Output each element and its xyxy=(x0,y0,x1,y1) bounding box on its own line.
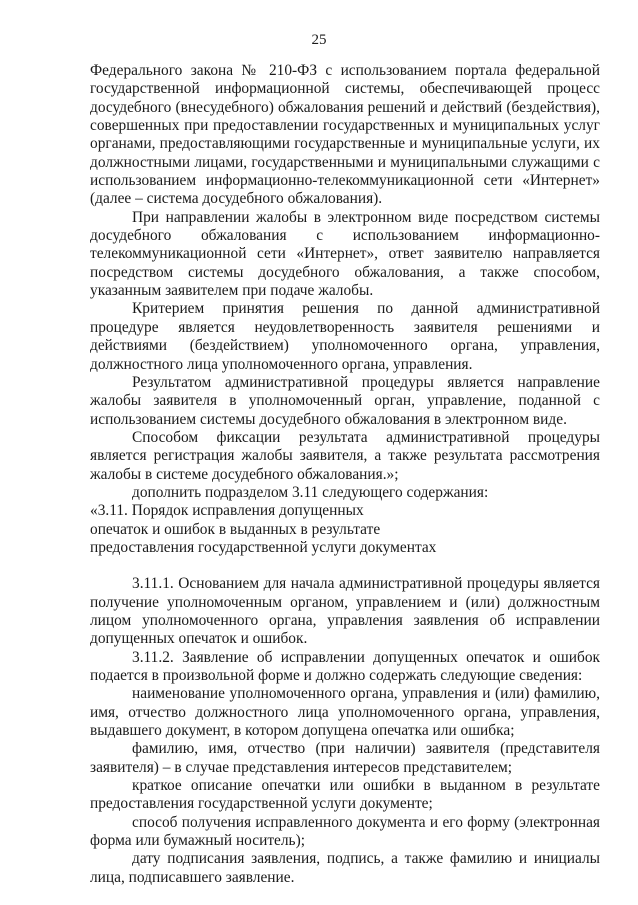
paragraph: При направлении жалобы в электронном виде посредством системы досудебного обжалования с использованием информационно-телекоммуникационной сети «Интернет», ответ заявителю направляется посредством системы досудебного обжалования, а также способом, указанным заявителем при подаче жалобы. xyxy=(90,208,600,300)
paragraph: краткое описание опечатки или ошибки в выданном в результате предоставления государственной услуги документе; xyxy=(90,777,600,813)
paragraph: способ получения исправленного документа и его форму (электронная форма или бумажный носитель); xyxy=(90,813,600,850)
paragraph: наименование уполномоченного органа, управления и (или) фамилию, имя, отчество должностного лица уполномоченного органа, управления, выдавшего документ, в котором допущена опечатка или ошибка; xyxy=(90,685,600,740)
spacer xyxy=(90,557,600,575)
section-heading xyxy=(90,502,600,557)
paragraph: Способом фиксации результата административной процедуры является регистрация жалобы заявителя, а также результата рассмотрения жалобы в системе досудебного обжалования.»; xyxy=(90,428,600,483)
page-number: 25 xyxy=(311,32,327,48)
paragraph: фамилию, имя, отчество (при наличии) заявителя (представителя заявителя) – в случае представления интересов представителем; xyxy=(90,740,600,776)
paragraph: дату подписания заявления, подпись, а также фамилию и инициалы лица, подписавшего заявление. xyxy=(90,850,600,886)
paragraph: Результатом административной процедуры является направление жалобы заявителя в уполномоченный орган, управление, поданной с использованием системы досудебного обжалования в электронном виде. xyxy=(90,373,600,428)
heading-line: опечаток и ошибок в выданных в результате xyxy=(90,520,381,538)
heading-line: «3.11. Порядок исправления допущенных xyxy=(90,502,364,520)
heading-line: предоставления государственной услуги документах xyxy=(90,538,437,556)
paragraph: Федерального закона № 210-ФЗ с использованием портала федеральной государственной информационной системы, обеспечивающей процесс досудебного (внесудебного) обжалования решений и действий (бездействия), совершенных при предоставлении государственных и муниципальных услуг органами, предоставляющими государственные и муниципальные услуги, их должностными лицами, государственными и муниципальными служащими с использованием информационно-телекоммуникационной сети «Интернет» (далее – система досудебного обжалования). xyxy=(90,62,600,208)
paragraph: 3.11.1. Основанием для начала административной процедуры является получение уполномоченным органом, управлением и (или) должностным лицом уполномоченного органа, управления заявления об исправлении допущенных опечаток и ошибок. xyxy=(90,575,600,648)
paragraph: дополнить подразделом 3.11 следующего содержания: xyxy=(132,483,489,501)
paragraph: Критерием принятия решения по данной административной процедуре является неудовлетворенность заявителя решениями и действиями (бездействием) уполномоченного органа, управления, должностного лица уполномоченного органа, управления. xyxy=(90,300,600,373)
paragraph: 3.11.2. Заявление об исправлении допущенных опечаток и ошибок подается в произвольной форме и должно содержать следующие сведения: xyxy=(90,648,600,684)
document-body xyxy=(90,62,600,887)
